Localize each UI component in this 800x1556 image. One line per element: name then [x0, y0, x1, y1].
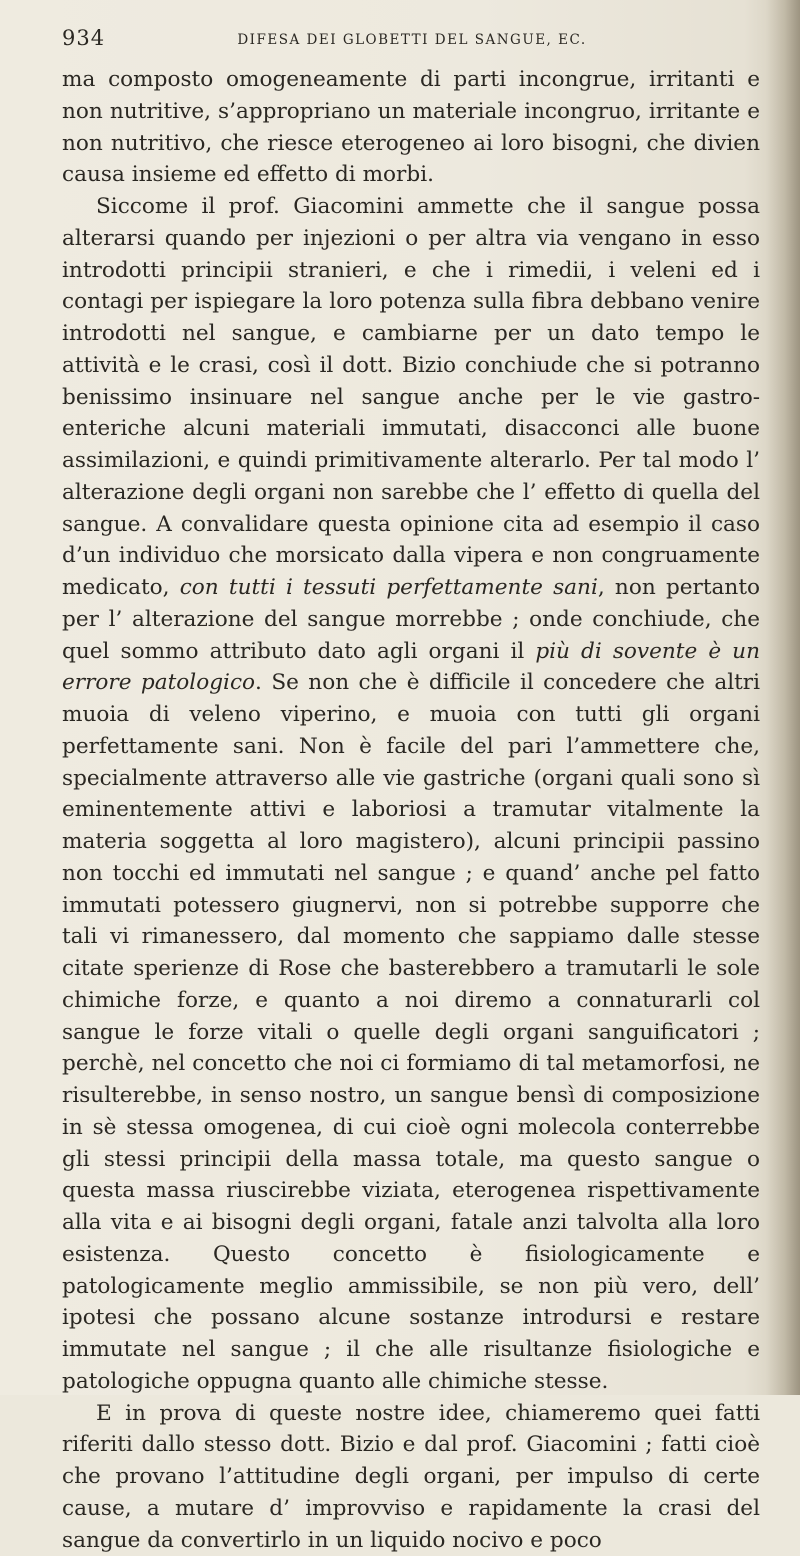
paragraph-2 [62, 191, 760, 1398]
page-number: 934 [62, 26, 105, 50]
italic-phrase: più di sovente è un errore patologico [62, 639, 760, 696]
text-segment: Siccome il prof. Giacomini ammette che il sangue possa alterarsi quando per injezioni o per altra via vengano in esso introdotti principii stranieri, e che i rimedii, i veleni ed i contagi per ispiegare la loro potenza sulla fibra debbano venire introdotti nel sangue, e cambiarne per un dato tempo le attività e le crasi, così il dott. Bizio conchiude che si potranno benissimo insinuare nel sangue anche per le vie gastro-enteriche alcuni materiali immutati, disacconci alle buone assimilazioni, e quindi primitivamente alterarlo. Per tal modo l’ alterazione degli organi non sarebbe che l’ effetto di quella del sangue. A convalidare questa opinione cita ad esempio il caso d’un individuo che morsicato dalla vipera e non congruamente medicato, [62, 194, 760, 600]
text-segment: ma composto omogeneamente di parti incongrue, irritanti e non nutritive, s’appropriano un materiale incongruo, irritante e non nutritivo, che riesce eterogeneo ai loro bisogni, che divien causa insieme ed effetto di morbi. [62, 67, 760, 187]
page-gutter-shadow [766, 0, 800, 1395]
page-header [62, 26, 762, 56]
text-segment: , non pertanto per l’ alterazione del sangue morrebbe ; onde conchiude, che quel sommo attributo dato agli organi il [62, 575, 760, 664]
paragraph-1 [62, 64, 760, 191]
text-segment: . Se non che è difficile il concedere che altri muoia di veleno viperino, e muoia con tutti gli organi perfettamente sani. Non è facile del pari l’ammettere che, specialmente attraverso alle vie gastriche (organi quali sono sì eminentemente attivi e laboriosi a tramutar vitalmente la materia soggetta al loro magistero), alcuni principii passino non tocchi ed immutati nel sangue ; e quand’ anche pel fatto immutati potessero giugnervi, non si potrebbe supporre che tali vi rimanessero, dal momento che sappiamo dalle stesse citate sperienze di Rose che basterebbero a tramutarli le sole chimiche forze, e quanto a noi diremo a connaturarli col sangue le forze vitali o quelle degli organi sanguificatori ; perchè, nel concetto che noi ci formiamo di tal metamorfosi, ne risulterebbe, in senso nostro, un sangue bensì di composizione in sè stessa omogenea, di cui cioè ogni molecola conterrebbe gli stessi principii della massa totale, ma questo sangue o questa massa riuscirebbe viziata, eterogenea rispettivamente alla vita e ai bisogni degli organi, fatale anzi talvolta alla loro esistenza. Questo concetto è fisiologicamente e patologicamente meglio ammissibile, se non più vero, dell’ ipotesi che possano alcune sostanze introdursi e restare immutate nel sangue ; il che alle risultanze fisiologiche e patologiche oppugna quanto alle chimiche stesse. [62, 670, 760, 1394]
running-head: DIFESA DEI GLOBETTI DEL SANGUE, EC. [62, 32, 762, 48]
italic-phrase: con tutti i tessuti perfettamente sani [180, 575, 598, 600]
text-segment: E in prova di queste nostre idee, chiameremo quei fatti riferiti dallo stesso dott. Bizio e dal prof. Giacomini ; fatti cioè che provano l’attitudine degli organi, per impulso di certe cause, a mutare d’ improvviso e rapidamente la crasi del sangue da convertirlo in un liquido nocivo e poco [62, 1401, 760, 1553]
body-text [62, 64, 760, 1556]
paragraph-3 [62, 1398, 760, 1556]
